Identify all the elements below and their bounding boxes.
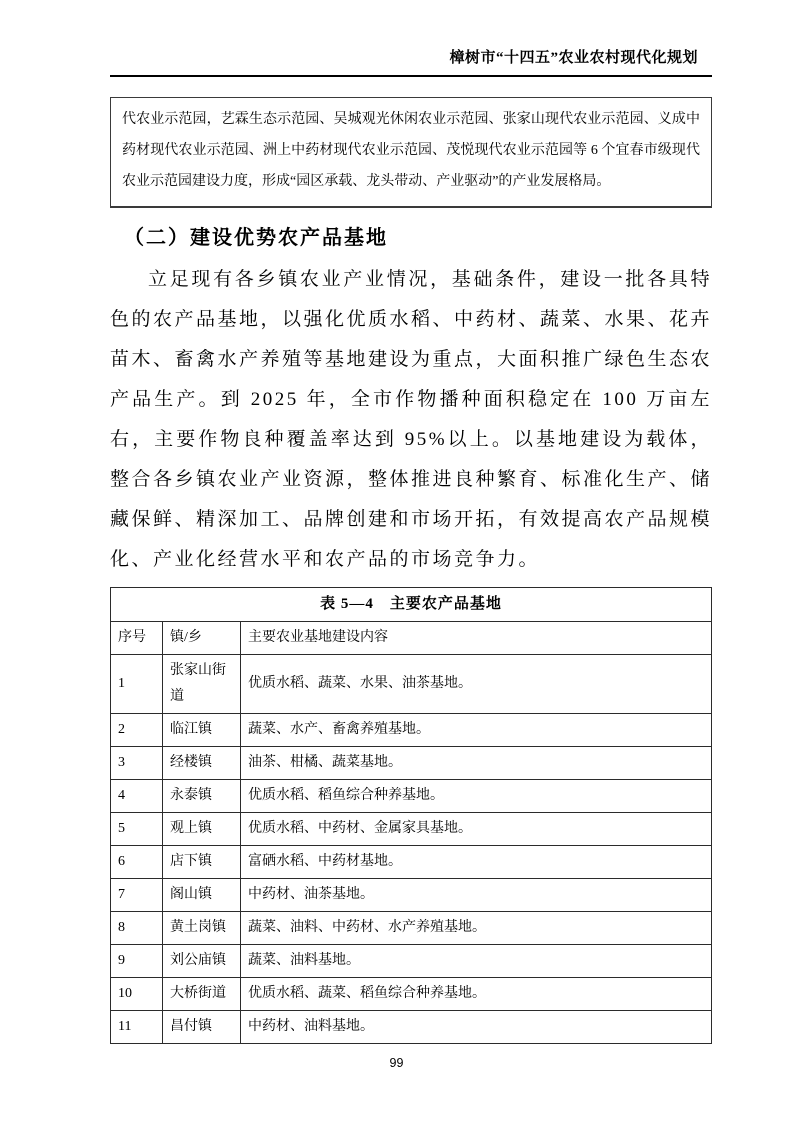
cell-town: 黄土岗镇 [163, 912, 241, 945]
table-header-row [111, 622, 712, 655]
cell-town: 大桥街道 [163, 978, 241, 1011]
cell-content: 蔬菜、油料、中药材、水产养殖基地。 [241, 912, 712, 945]
running-header: 樟树市“十四五”农业农村现代化规划 [110, 46, 712, 77]
table-row [111, 747, 712, 780]
table-row [111, 813, 712, 846]
continued-textbox: 代农业示范园，艺霖生态示范园、吴城观光休闲农业示范园、张家山现代农业示范园、义成中药材现代农业示范园、洲上中药材现代农业示范园、茂悦现代农业示范园等 6 个宜春市级现代农业示范园建设力度，形成“园区承载、龙头带动、产业驱动”的产业发展格局。 [110, 97, 712, 208]
cell-content: 油茶、柑橘、蔬菜基地。 [241, 747, 712, 780]
table-row [111, 945, 712, 978]
cell-no: 9 [111, 945, 163, 978]
cell-content: 中药材、油茶基地。 [241, 879, 712, 912]
cell-content: 富硒水稻、中药材基地。 [241, 846, 712, 879]
cell-town: 观上镇 [163, 813, 241, 846]
cell-no: 7 [111, 879, 163, 912]
cell-town: 张家山街道 [163, 655, 241, 714]
cell-content: 蔬菜、水产、畜禽养殖基地。 [241, 714, 712, 747]
cell-no: 6 [111, 846, 163, 879]
cell-content: 蔬菜、油料基地。 [241, 945, 712, 978]
cell-content: 优质水稻、蔬菜、水果、油茶基地。 [241, 655, 712, 714]
table-title: 表 5—4 主要农产品基地 [111, 588, 712, 622]
cell-no: 1 [111, 655, 163, 714]
table-row [111, 912, 712, 945]
cell-no: 5 [111, 813, 163, 846]
cell-town: 刘公庙镇 [163, 945, 241, 978]
cell-no: 4 [111, 780, 163, 813]
cell-content: 优质水稻、蔬菜、稻鱼综合种养基地。 [241, 978, 712, 1011]
cell-no: 3 [111, 747, 163, 780]
page-number: 99 [389, 1056, 404, 1070]
table-title-row [111, 588, 712, 622]
column-header-town: 镇/乡 [163, 622, 241, 655]
cell-town: 临江镇 [163, 714, 241, 747]
cell-no: 2 [111, 714, 163, 747]
page-content [110, 46, 712, 1044]
table-row [111, 780, 712, 813]
cell-town: 店下镇 [163, 846, 241, 879]
column-header-no: 序号 [111, 622, 163, 655]
cell-town: 经楼镇 [163, 747, 241, 780]
cell-town: 昌付镇 [163, 1011, 241, 1044]
cell-content: 优质水稻、稻鱼综合种养基地。 [241, 780, 712, 813]
cell-town: 永泰镇 [163, 780, 241, 813]
table-row [111, 655, 712, 714]
table-row [111, 978, 712, 1011]
body-paragraph: 立足现有各乡镇农业产业情况，基础条件，建设一批各具特色的农产品基地，以强化优质水稻、中药材、蔬菜、水果、花卉苗木、畜禽水产养殖等基地建设为重点，大面积推广绿色生态农产品生产。到 2025 年，全市作物播种面积稳定在 100 万亩左右，主要作物良种覆盖率达到 95%以上。以基地建设为载体，整合各乡镇农业产业资源，整体推进良种繁育、标准化生产、储藏保鲜、精深加工、品牌创建和市场开拓，有效提高农产品规模化、产业化经营水平和农产品的市场竞争力。 [110, 269, 713, 570]
table-row [111, 879, 712, 912]
cell-no: 11 [111, 1011, 163, 1044]
farm-base-table [110, 587, 712, 1044]
section-heading: （二）建设优势农产品基地 [124, 227, 388, 249]
table-row [111, 846, 712, 879]
cell-town: 阁山镇 [163, 879, 241, 912]
cell-no: 10 [111, 978, 163, 1011]
table-row [111, 1011, 712, 1044]
cell-content: 优质水稻、中药材、金属家具基地。 [241, 813, 712, 846]
table-row [111, 714, 712, 747]
cell-content: 中药材、油料基地。 [241, 1011, 712, 1044]
cell-no: 8 [111, 912, 163, 945]
column-header-content: 主要农业基地建设内容 [241, 622, 712, 655]
